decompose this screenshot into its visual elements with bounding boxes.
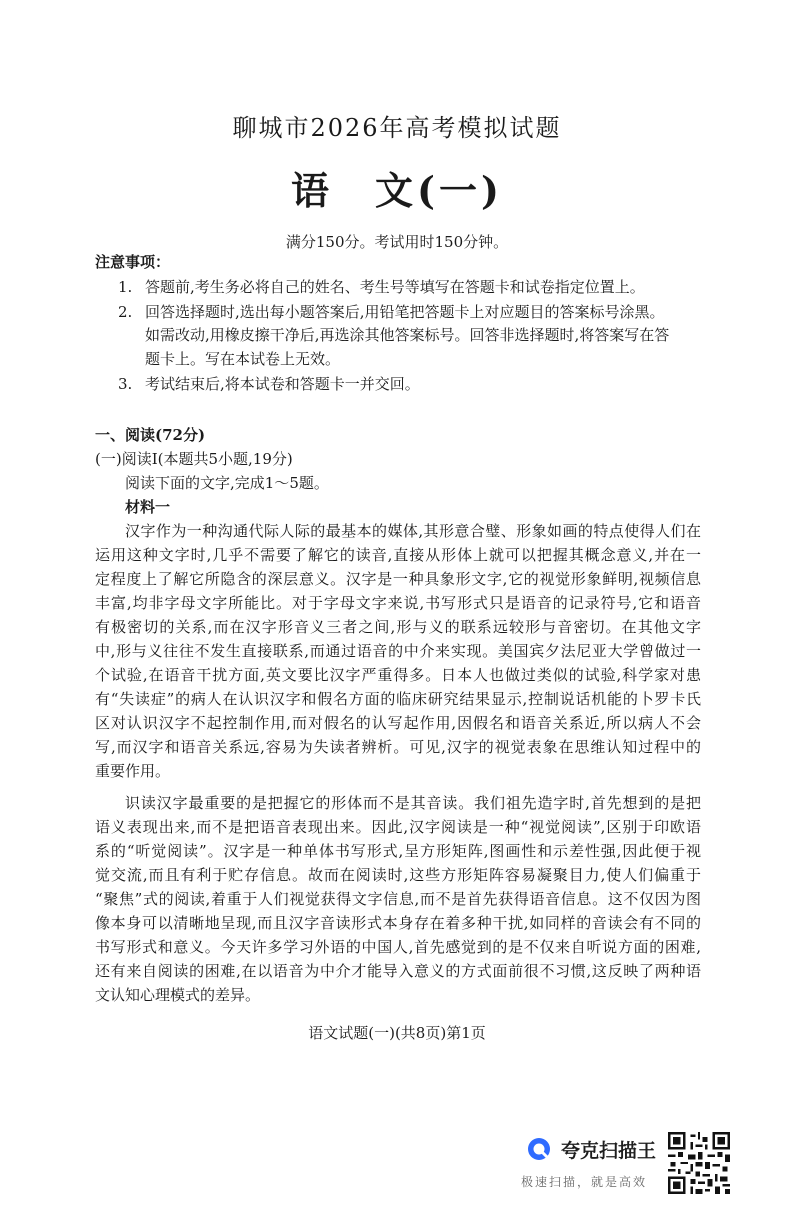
paragraph-line: 觉交流,而且有利于贮存信息。故而在阅读时,这些方形矩阵容易凝聚目力,使人们偏重于 (95, 866, 701, 884)
exam-title: 聊城市2026年高考模拟试题 (232, 114, 562, 142)
paragraph-line: 写,而汉字和语音关系远,容易为失读者辨析。可见,汉字的视觉表象在思维认知过程中的 (95, 738, 701, 756)
notice-number: 1. (118, 278, 133, 296)
paragraph-line: 有“失读症”的病人在认识汉字和假名方面的临床研究结果显示,控制说话机能的卜罗卡氏 (95, 690, 701, 708)
notice-text: 答题前,考生务必将自己的姓名、考生号等填写在答题卡和试卷指定位置上。 (145, 278, 645, 296)
brand-slogan: 极速扫描，就是高效 (521, 1175, 648, 1189)
paragraph-line: 汉字作为一种沟通代际人际的最基本的媒体,其形意合璧、形象如画的特点使得人们在 (125, 522, 701, 540)
quark-logo-icon (527, 1137, 551, 1161)
paragraph-line: 识读汉字最重要的是把握它的形体而不是其音读。我们祖先造字时,首先想到的是把 (125, 794, 701, 812)
brand-name: 夸克扫描王 (561, 1140, 657, 1162)
material-title: 材料一 (125, 498, 171, 516)
subject-title: 语 文(一) (291, 168, 503, 213)
paragraph-line: 还有来自阅读的困难,在以语音为中介才能导入意义的方式面前很不习惯,这反映了两种语 (95, 962, 701, 980)
notice-text: 考试结束后,将本试卷和答题卡一并交回。 (145, 375, 420, 393)
notice-text-continued: 题卡上。写在本试卷上无效。 (145, 350, 341, 368)
paragraph-line: 系的“听觉阅读”。汉字是一种单体书写形式,呈方形矩阵,图画性和示差性强,因此便于视 (95, 842, 701, 860)
paragraph-line: 重要作用。 (95, 762, 171, 780)
scanner-watermark (521, 1131, 671, 1189)
notice-number: 3. (118, 375, 133, 393)
notices-heading: 注意事项： (95, 253, 171, 271)
paragraph-line: 有极密切的关系,而在汉字形音义三者之间,形与义的联系远较形与音密切。在其他文字 (95, 618, 701, 636)
page-footer: 语文试题(一)(共8页)第1页 (308, 1024, 486, 1042)
paragraph-line: 像本身可以清晰地呈现,而且汉字音读形式本身存在着多种干扰,如同样的音读会有不同的 (95, 914, 701, 932)
paragraph-line: 语义表现出来,而不是把语音表现出来。因此,汉字阅读是一种“视觉阅读”,区别于印欧语 (95, 818, 701, 836)
paragraph-line: 书写形式和意义。今天许多学习外语的中国人,首先感觉到的是不仅来自听说方面的困难, (95, 938, 701, 956)
paragraph-line: 区对认识汉字不起控制作用,而对假名的认写起作用,因假名和语音关系近,所以病人不会 (95, 714, 701, 732)
sub-section-heading: (一)阅读Ⅰ(本题共5小题,19分) (95, 450, 293, 468)
paragraph-line: 丰富,均非字母文字所能比。对于字母文字来说,书写形式只是语音的记录符号,它和语音 (95, 594, 701, 612)
paragraph-line: 运用这种文字时,几乎不需要了解它的读音,直接从形体上就可以把握其概念意义,并在一 (95, 546, 701, 564)
paragraph-line: “聚焦”式的阅读,着重于人们视觉获得文字信息,而不是首先获得语音信息。这不仅因为图 (95, 890, 701, 908)
section-heading: 一、阅读(72分) (95, 426, 206, 444)
qr-code-icon (668, 1132, 730, 1194)
notice-text-continued: 如需改动,用橡皮擦干净后,再选涂其他答案标号。回答非选择题时,将答案写在答 (145, 326, 670, 344)
paragraph-line: 个试验,在语音干扰方面,英文要比汉字严重得多。日本人也做过类似的试验,科学家对患 (95, 666, 701, 684)
notice-item (118, 301, 665, 322)
notice-text: 回答选择题时,选出每小题答案后,用铅笔把答题卡上对应题目的答案标号涂黑。 (145, 303, 665, 321)
paragraph-line: 文认知心理模式的差异。 (95, 986, 261, 1004)
score-info: 满分150分。考试用时150分钟。 (285, 233, 509, 251)
paragraph-line: 中,形与义往往不发生直接联系,而通过语音的中介来实现。美国宾夕法尼亚大学曾做过一 (95, 642, 701, 660)
reading-instruction: 阅读下面的文字,完成1～5题。 (125, 474, 329, 492)
notice-item (118, 276, 645, 297)
paragraph-line: 定程度上了解它所隐含的深层意义。汉字是一种具象形文字,它的视觉形象鲜明,视频信息 (95, 570, 701, 588)
notice-item (118, 373, 420, 394)
notice-number: 2. (118, 303, 133, 321)
